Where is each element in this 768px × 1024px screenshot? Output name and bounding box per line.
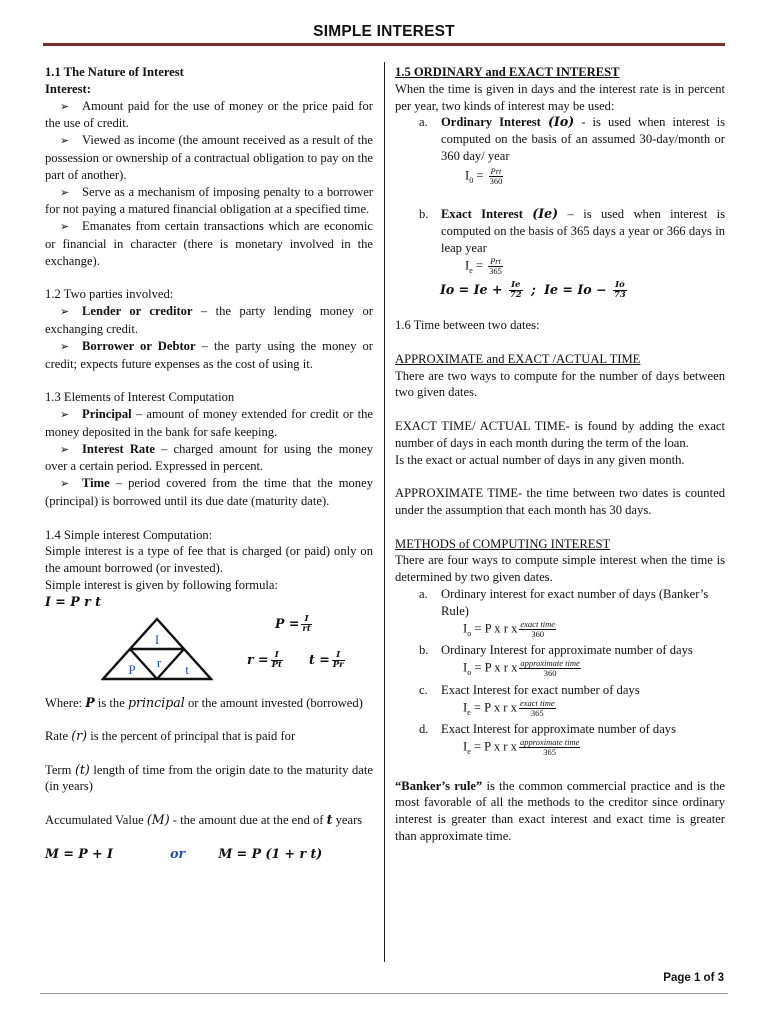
triangle-diagram	[101, 617, 213, 683]
list-item: c. Exact Interest for exact number of days	[419, 682, 640, 697]
page-title: SIMPLE INTEREST	[313, 23, 455, 40]
formula-method-d: $I_e = P$ x r x $\frac{\text{approximate time}}{365}$	[463, 737, 580, 758]
or-label: or	[170, 845, 186, 861]
paragraph: When the time is given in days and the interest rate is in percent per year, two kinds of interest may be used:	[395, 81, 725, 113]
arrow-bullet-icon: ➢	[60, 340, 70, 353]
triangle-label-i: I	[154, 631, 160, 647]
title-rule	[43, 43, 725, 46]
arrow-bullet-icon: ➢	[60, 443, 70, 456]
paragraph: There are two ways to compute for the number of days between two given dates.	[395, 368, 725, 400]
bullet-item: ➢ Viewed as income (the amount received as a result of the possession or ownership of a contractual obligation to pay on the part of another).	[45, 133, 373, 182]
section-heading-1-1: 1.1 The Nature of Interest	[45, 65, 184, 79]
formula-m-sum: M = P + I	[45, 845, 113, 861]
bullet-item: ➢ Amount paid for the use of money or the price paid for the use of credit.	[45, 98, 373, 131]
approximate-time-paragraph: APPROXIMATE TIME- the time between two dates is counted under the assumption that each month has 30 days.	[395, 486, 725, 517]
formula-method-c: $I_e = P$ x r x $\frac{\text{exact time}}{365}$	[463, 697, 555, 718]
footer-rule	[40, 993, 728, 994]
formula-t: t = $\frac{I}{Pr}$	[309, 649, 344, 670]
left-column	[45, 64, 373, 862]
section-heading-1-5: 1.5 ORDINARY and EXACT INTEREST	[395, 65, 620, 79]
formula-p: P = $\frac{I}{rt}$	[275, 613, 311, 634]
accumulated-value-formulas	[45, 846, 373, 863]
exact-time-paragraph: EXACT TIME/ ACTUAL TIME- is found by adding the exact number of days in each month during the term of the loan.	[395, 418, 726, 450]
column-divider	[384, 62, 385, 962]
section-heading-1-4: 1.4 Simple interest Computation:	[45, 527, 213, 542]
arrow-bullet-icon: ➢	[60, 478, 70, 491]
rate-paragraph: Rate (r) is the percent of principal that is paid for	[45, 728, 296, 744]
section-heading-1-6: 1.6 Time between two dates:	[395, 318, 540, 333]
bullet-item: ➢ Lender or creditor – the party lending money or exchanging credit.	[45, 304, 373, 336]
arrow-bullet-icon: ➢	[60, 135, 70, 148]
formula-ie: $I_e$ = $\frac{\text{Prt}}{365}$	[465, 255, 502, 276]
section-heading-1-3: 1.3 Elements of Interest Computation	[45, 390, 235, 405]
triangle-label-r: r	[156, 654, 162, 670]
formula-figure	[45, 611, 373, 695]
triangle-label-t: t	[185, 661, 189, 677]
bullet-item: ➢ Serve as a mechanism of imposing penalty to a borrower for not paying a matured financial obligation at a specified time.	[45, 184, 373, 217]
where-paragraph: Where: P is the principal or the amount invested (borrowed)	[45, 694, 363, 710]
bullet-item: ➢ Principal – amount of money extended for credit or the money deposited in the bank for safe keeping.	[45, 406, 373, 439]
interest-subheading: Interest:	[45, 81, 91, 96]
formula-method-b: $I_o = P$ x r x $\frac{\text{approximate time}}{360}$	[463, 658, 580, 679]
formula-r: r = $\frac{I}{Pt}$	[247, 649, 282, 670]
list-item: d. Exact Interest for approximate number of days	[419, 722, 676, 737]
page-number: Page 1 of 3	[663, 972, 724, 984]
list-item: b. Ordinary Interest for approximate number of days	[419, 643, 693, 658]
bullet-item: ➢ Emanates from certain transactions which are economic or financial in character (there is monetary involved in the exchange).	[45, 219, 373, 268]
triangle-label-p: P	[128, 661, 136, 677]
term-paragraph: Term (t) length of time from the origin date to the maturity date (in years)	[45, 761, 373, 794]
section-heading-1-2: 1.2 Two parties involved:	[45, 287, 174, 302]
formula-m-product: M = P (1 + r t)	[218, 845, 323, 861]
accumulated-value-paragraph: Accumulated Value (M) - the amount due at the end of t years	[45, 812, 363, 828]
bankers-rule-paragraph: “Banker’s rule” is the common commercial practice and is the most favorable of all the methods to the creditor since ordinary interest is greater than exact interest and exact time is greater than approximate time.	[395, 778, 725, 843]
bullet-item: ➢ Borrower or Debtor – the party using the money or credit; expects future expenses as the cost of using it.	[45, 338, 373, 371]
formula-io-ie-relation: Io = Ie + $\frac{Ie}{72}$ ; Ie = Io − $\frac{Io}{73}$	[440, 280, 626, 301]
bullet-item: ➢ Time – period covered from the time that the money (principal) is borrowed until its due date (maturity date).	[45, 476, 373, 508]
methods-heading: METHODS of COMPUTING INTEREST	[395, 536, 611, 551]
arrow-bullet-icon: ➢	[60, 100, 70, 113]
bullet-item: ➢ Interest Rate – charged amount for using the money over a certain period. Expressed in percent.	[45, 441, 374, 474]
arrow-bullet-icon: ➢	[60, 221, 70, 234]
right-column	[395, 64, 725, 845]
arrow-bullet-icon: ➢	[60, 186, 70, 199]
list-item: a. Ordinary interest for exact number of days (Banker’s Rule)	[419, 586, 709, 618]
list-item: a. Ordinary Interest (Io) - is used when interest is computed on the basis of an assumed 30-day/month or 360 day/ year	[419, 114, 725, 163]
formula-method-a: $I_o = P$ x r x $\frac{\text{exact time}}{360}$	[463, 618, 556, 639]
paragraph: Simple interest is a type of fee that is charged (or paid) only on the amount borrowed (or invested).	[45, 544, 373, 576]
formula-io: $I_0$ = $\frac{\text{Prt}}{360}$	[465, 165, 503, 186]
list-item: b. Exact Interest (Ie) – is used when interest is computed on the basis of 365 days a year or 366 days in leap year	[419, 206, 725, 255]
paragraph: Simple interest is given by following formula:	[45, 577, 278, 592]
arrow-bullet-icon: ➢	[60, 408, 70, 421]
arrow-bullet-icon: ➢	[60, 306, 70, 319]
paragraph: There are four ways to compute simple interest when the time is determined by two given dates.	[395, 553, 725, 585]
formula-i-prt: I = P r t	[45, 593, 101, 609]
approx-exact-heading: APPROXIMATE and EXACT /ACTUAL TIME	[395, 351, 641, 366]
paragraph: Is the exact or actual number of days in any given month.	[395, 452, 685, 467]
